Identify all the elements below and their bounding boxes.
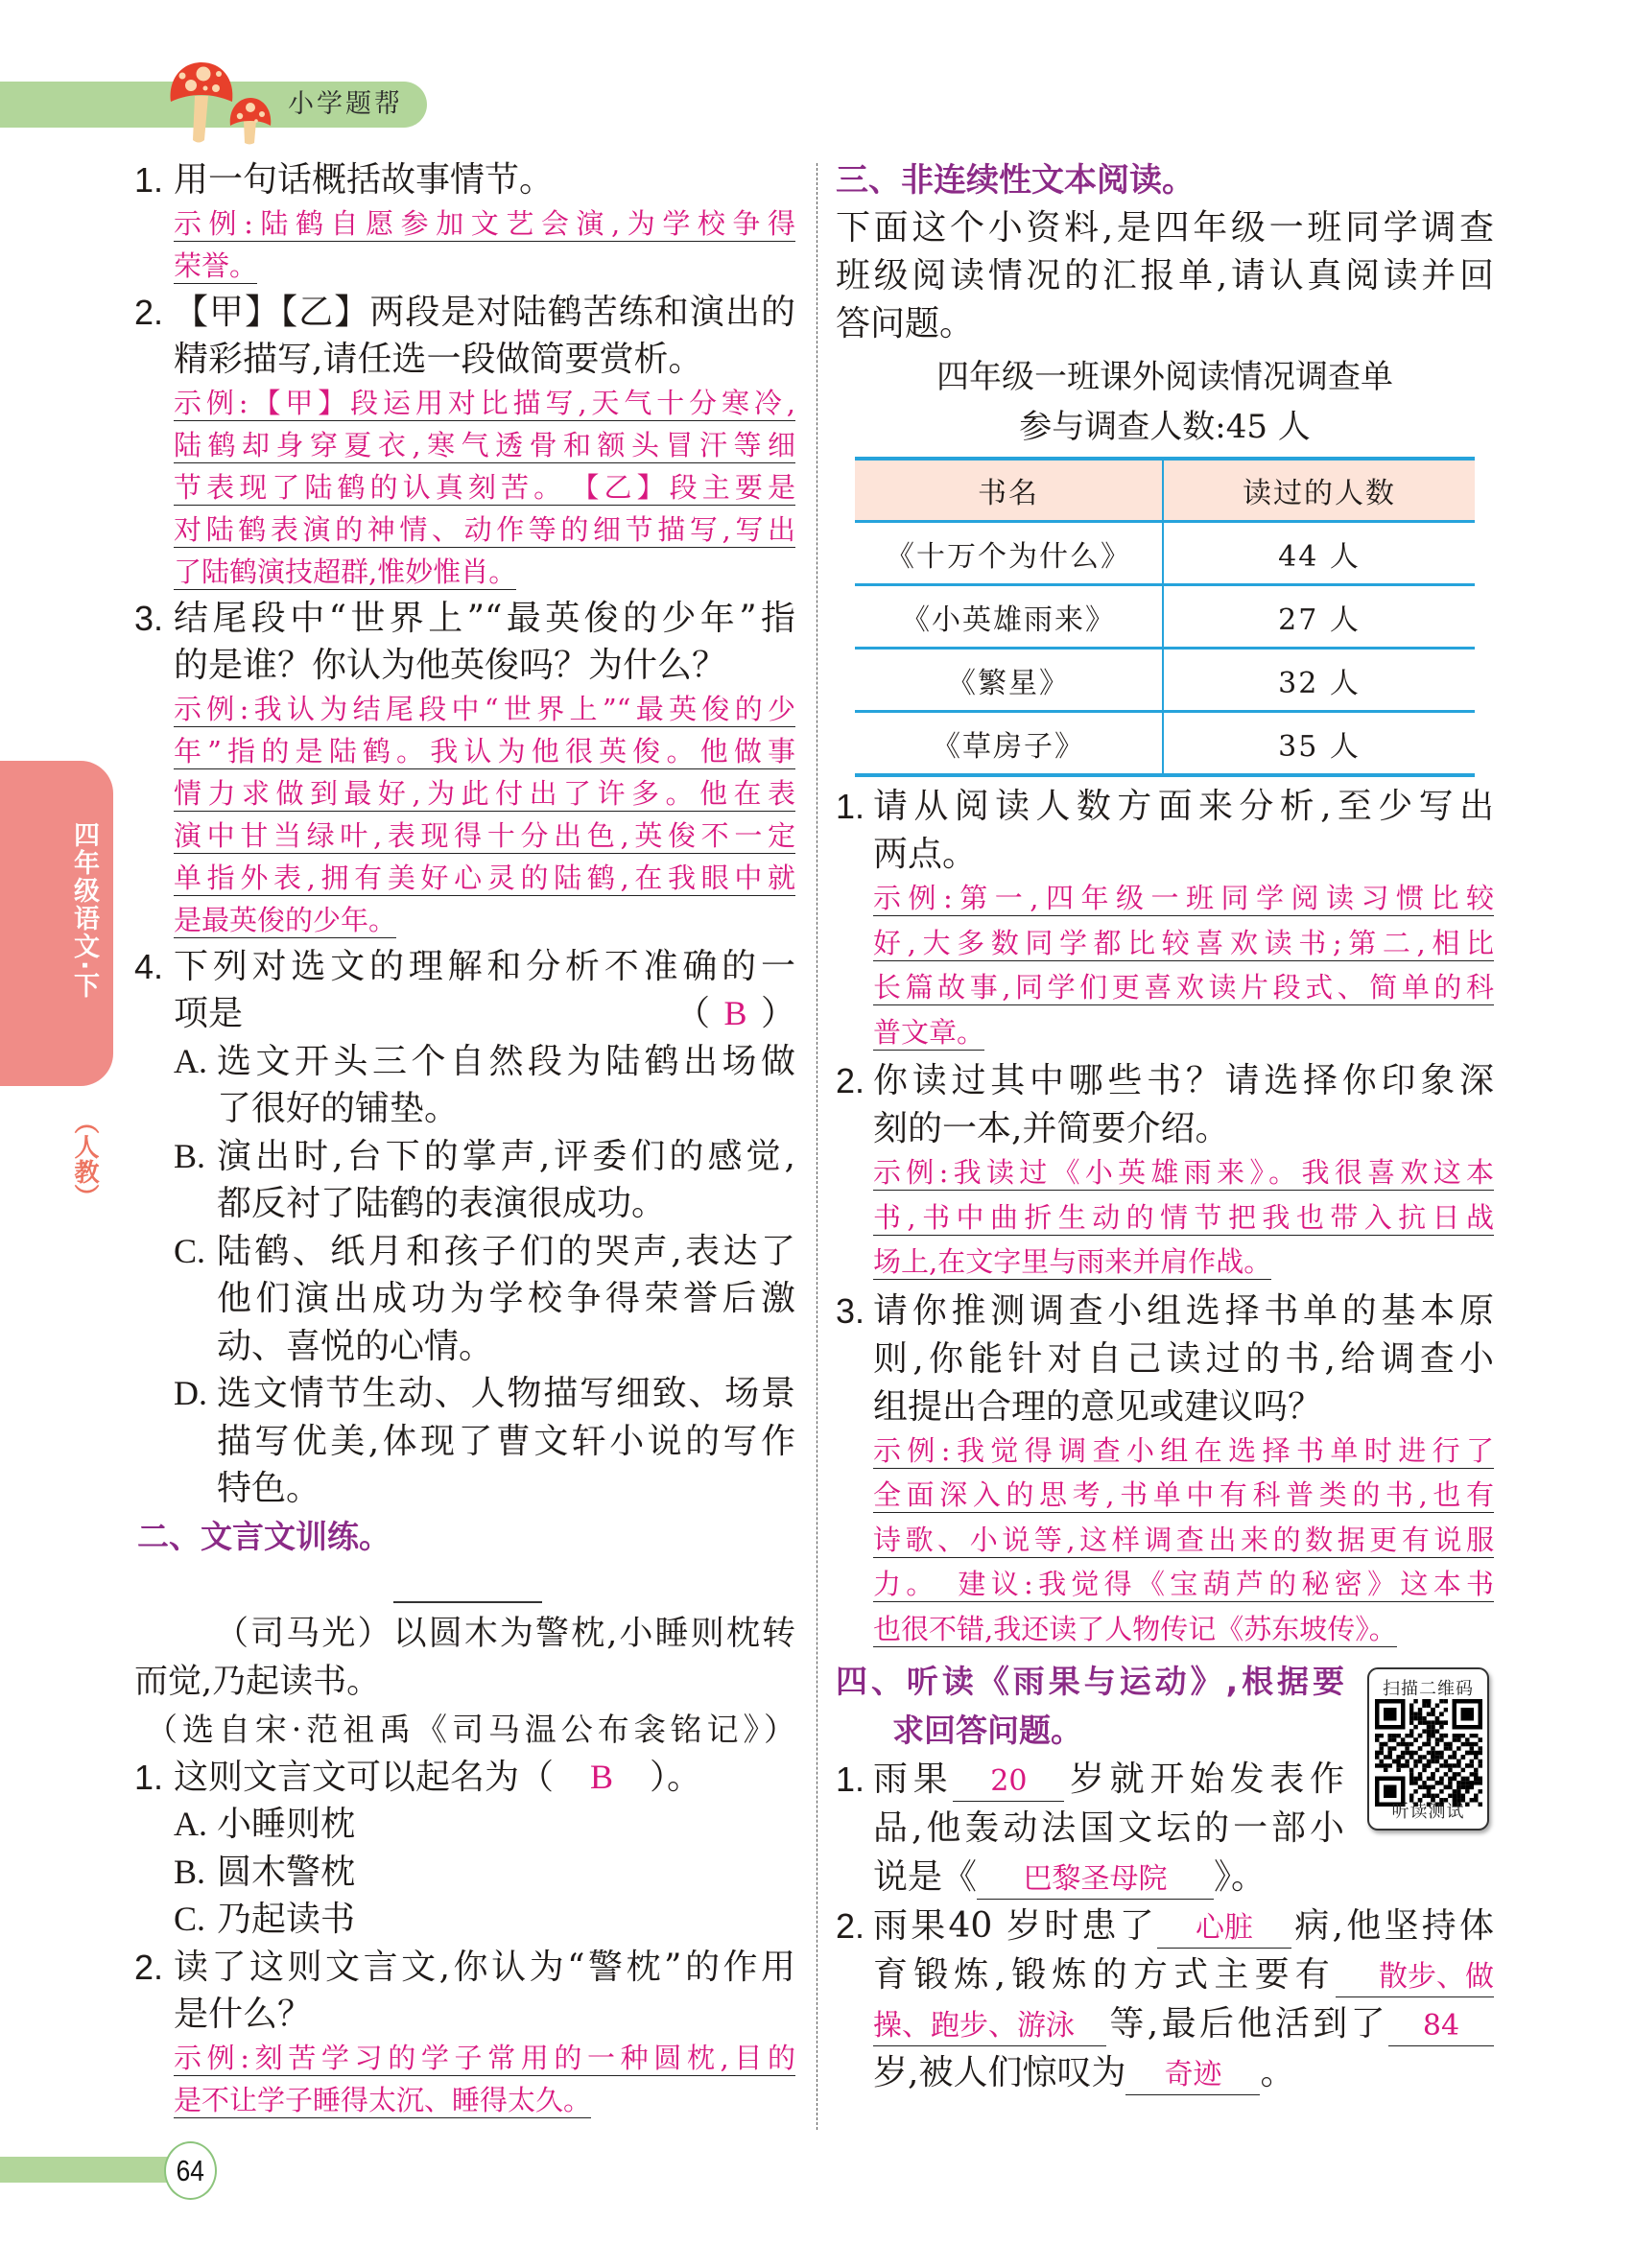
answer-line <box>134 204 795 247</box>
classical-question-2 <box>134 1944 795 1992</box>
intro-line: 下面这个小资料,是四年级一班同学调查 <box>836 208 1494 248</box>
section-heading-2: 二、文言文训练。 <box>137 1517 391 1555</box>
answer-line <box>836 924 1494 969</box>
answer-line <box>836 1013 1494 1058</box>
fill-blank: 20 <box>953 1762 1064 1802</box>
footer-bar <box>0 2157 173 2183</box>
option-a <box>134 1801 795 1849</box>
answer-text: 力。 建议:我觉得《宝葫芦的秘密》这本书 <box>873 1565 1494 1602</box>
table-row <box>855 583 1475 647</box>
table-row <box>855 647 1475 710</box>
option-b <box>134 1849 795 1897</box>
question-text: 这则文言文可以起名为（ <box>174 1757 555 1797</box>
question-text: 岁,被人们惊叹为 <box>873 2053 1126 2092</box>
question-number: 1. <box>836 787 865 826</box>
fill-blank: 心脏 <box>1157 1909 1291 1949</box>
table-header-cell: 书名 <box>855 461 1164 520</box>
question-text: 读了这则文言文,你认为“警枕”的作用 <box>174 1947 795 1987</box>
question-text: 你读过其中哪些书？请选择你印象深 <box>873 1061 1494 1100</box>
answer-line <box>836 1521 1494 1566</box>
answer-line <box>134 816 795 859</box>
intro-line: 班级阅读情况的汇报单,请认真阅读并回 <box>836 256 1494 295</box>
survey-question-3 <box>836 1288 1494 1335</box>
option-text: 了很好的铺垫。 <box>217 1089 460 1128</box>
table-cell-count: 35 人 <box>1278 729 1361 764</box>
option-label: A. <box>174 1041 207 1080</box>
question-text: 等,最后他活到了 <box>1106 2004 1388 2044</box>
answer-line <box>134 468 795 510</box>
answer-line <box>134 510 795 553</box>
answer-line <box>134 2081 795 2123</box>
question-line <box>134 336 795 384</box>
survey-question-2 <box>836 1057 1494 1105</box>
option-line <box>134 1323 795 1371</box>
page-number: 64 <box>176 2153 205 2187</box>
answer-text: 示例:第一,四年级一班同学阅读习惯比较 <box>873 879 1494 916</box>
option-text: 乃起读书 <box>217 1900 356 1939</box>
answer-line <box>836 1476 1494 1521</box>
answer-text: 示例:刻苦学习的学子常用的一种圆枕,目的 <box>174 2039 795 2076</box>
question-text: 的是谁？你认为他英俊吗？为什么？ <box>174 646 727 685</box>
question-number: 1. <box>134 1757 164 1797</box>
option-text: 他们演出成功为学校争得荣誉后激 <box>217 1279 795 1318</box>
answer-text: 节表现了陆鹤的认真刻苦。 【乙】段主要是 <box>174 468 795 506</box>
answer-line <box>134 732 795 774</box>
question-line <box>836 1950 1494 1999</box>
option-label: D. <box>174 1374 207 1412</box>
question-text: 组提出合理的意见或建议吗？ <box>873 1386 1323 1427</box>
option-text: 特色。 <box>217 1469 321 1508</box>
question-line <box>836 1999 1494 2048</box>
answer-text: 书,书中曲折生动的情节把我也带入抗日战 <box>873 1198 1494 1236</box>
question-text: 品,他轰动法国文坛的一部小 <box>873 1808 1344 1848</box>
answer-line <box>134 901 795 943</box>
passage-source: （选自宋·范祖禹《司马温公布衾铭记》） <box>146 1711 795 1748</box>
answer-line <box>134 384 795 426</box>
title-blank-line <box>393 1601 542 1603</box>
intro-line: 答问题。 <box>836 304 975 343</box>
question-number: 2. <box>134 1947 164 1987</box>
answer-text: 示例:【甲】段运用对比描写,天气十分寒冷, <box>174 384 795 421</box>
answer-line <box>134 2039 795 2081</box>
classical-question-1 <box>134 1754 795 1802</box>
listening-question-1 <box>836 1755 1344 1804</box>
passage-line: 而觉,乃起读书。 <box>134 1662 381 1701</box>
option-text: 选文情节生动、人物描写细致、场景 <box>217 1374 795 1413</box>
grade-label: 四年级语文·下 <box>69 821 99 1001</box>
question-text: 病,他坚持体 <box>1291 1906 1494 1946</box>
question-line <box>836 831 1494 879</box>
answer-text: 是最英俊的少年。 <box>174 901 396 938</box>
question-text: 刻的一本,并简要介绍。 <box>873 1109 1230 1148</box>
question-number: 1. <box>836 1760 865 1799</box>
question-text: 岁就开始发表作 <box>1064 1760 1344 1799</box>
question-text: 育锻炼,锻炼的方式主要有 <box>873 1955 1336 1995</box>
answer-line <box>836 1610 1494 1655</box>
qr-top-label: 扫描二维码 <box>1383 1679 1474 1699</box>
question-line <box>134 1991 795 2039</box>
question-line <box>836 1853 1494 1902</box>
question-line <box>134 990 795 1038</box>
answer-line <box>836 879 1494 924</box>
option-label: C. <box>174 1900 206 1938</box>
table-row <box>855 520 1475 583</box>
choice-answer: B <box>590 1757 614 1796</box>
option-c <box>134 1228 795 1276</box>
answer-text: 普文章。 <box>873 1013 984 1051</box>
question-1 <box>134 156 795 204</box>
left-column <box>134 156 795 2123</box>
option-a <box>134 1038 795 1086</box>
question-3 <box>134 595 795 643</box>
question-text: 精彩描写,请任选一段做简要赏析。 <box>174 340 703 379</box>
answer-text: 示例:我读过《小英雄雨来》。我很喜欢这本 <box>873 1153 1494 1191</box>
answer-text: 示例:我觉得调查小组在选择书单时进行了 <box>873 1431 1494 1469</box>
question-text: 用一句话概括故事情节。 <box>174 160 555 200</box>
fill-blank: 操、跑步、游泳 <box>873 2007 1106 2046</box>
option-b <box>134 1133 795 1181</box>
table-cell-book: 《草房子》 <box>855 713 1164 773</box>
section-heading-4-line: 求回答问题。 <box>892 1712 1082 1749</box>
question-text: 两点。 <box>873 835 978 874</box>
question-2 <box>134 289 795 337</box>
question-line <box>836 1105 1494 1153</box>
answer-line <box>836 1153 1494 1198</box>
answer-line <box>134 774 795 816</box>
question-text: 请你推测调查小组选择书单的基本原 <box>873 1290 1494 1331</box>
answer-text: 对陆鹤表演的神情、动作等的细节描写,写出 <box>174 510 795 548</box>
question-line <box>836 1383 1494 1431</box>
option-text: 演出时,台下的掌声,评委们的感觉, <box>217 1136 795 1176</box>
answer-text: 单指外表,拥有美好心灵的陆鹤,在我眼中就 <box>174 859 795 896</box>
question-number: 4. <box>134 946 164 986</box>
fill-blank: 奇迹 <box>1125 2056 1260 2095</box>
bracket-open: （ <box>675 994 711 1033</box>
answer-line <box>836 1565 1494 1610</box>
answer-text: 好,大多数同学都比较喜欢读书;第二,相比 <box>873 924 1494 961</box>
option-line <box>134 1085 795 1133</box>
fill-blank: 84 <box>1388 2007 1494 2046</box>
answer-text: 荣誉。 <box>174 247 257 284</box>
question-number: 3. <box>836 1290 865 1331</box>
table-cell-count: 27 人 <box>1278 602 1361 637</box>
answer-text: 陆鹤却身穿夏衣,寒气透骨和额头冒汗等细 <box>174 426 795 463</box>
question-number: 3. <box>134 598 164 638</box>
page-number-badge <box>164 2141 217 2200</box>
answer-line <box>836 1242 1494 1288</box>
section-heading-3: 三、非连续性文本阅读。 <box>836 161 1195 200</box>
question-text: ）。 <box>650 1757 702 1797</box>
question-text: 》。 <box>1214 1857 1267 1897</box>
question-text: 雨果40 岁时患了 <box>873 1906 1158 1946</box>
option-label: A. <box>174 1805 207 1843</box>
question-text: 结尾段中“世界上”“最英俊的少年”指 <box>174 598 795 638</box>
question-text: 下列对选文的理解和分析不准确的一 <box>174 946 795 986</box>
option-c <box>134 1896 795 1944</box>
qr-code-icon <box>1375 1699 1482 1807</box>
answer-text: 示例:我认为结尾段中“世界上”“最英俊的少 <box>174 690 795 727</box>
question-text: 是什么？ <box>174 1995 313 2034</box>
answer-text: 诗歌、小说等,这样调查出来的数据更有说服 <box>873 1521 1494 1558</box>
answer-line <box>836 1198 1494 1243</box>
option-text: 描写优美,体现了曹文轩小说的写作 <box>217 1421 795 1461</box>
question-line <box>836 1335 1494 1383</box>
qr-bottom-label: 听读测试 <box>1391 1802 1465 1822</box>
answer-text: 也很不错,我还读了人物传记《苏东坡传》。 <box>873 1610 1397 1647</box>
option-text: 小睡则枕 <box>217 1805 356 1844</box>
question-text: 说是《 <box>873 1857 978 1897</box>
listening-question-2 <box>836 1902 1494 1950</box>
option-text: 选文开头三个自然段为陆鹤出场做 <box>217 1041 795 1081</box>
section-heading-4: 四、听读《雨果与运动》,根据要 <box>836 1663 1344 1700</box>
answer-text: 是不让学子睡得太沉、睡得太久。 <box>174 2081 591 2118</box>
table-header-cell: 读过的人数 <box>1243 477 1396 510</box>
question-text: 。 <box>1260 2053 1295 2092</box>
answer-text: 示例:陆鹤自愿参加文艺会演,为学校争得 <box>174 204 795 242</box>
question-text: 项是 <box>174 994 244 1033</box>
option-text: 圆木警枕 <box>217 1852 356 1892</box>
table-cell-book: 《十万个为什么》 <box>855 523 1164 583</box>
question-text: 雨果 <box>873 1760 954 1799</box>
table-title: 四年级一班课外阅读情况调查单 <box>936 358 1393 396</box>
option-text: 动、喜悦的心情。 <box>217 1326 494 1366</box>
answer-line <box>134 247 795 289</box>
reading-survey-table <box>855 457 1475 777</box>
answer-line <box>134 426 795 468</box>
question-line <box>134 642 795 690</box>
mushroom-icon <box>163 58 278 149</box>
survey-question-1 <box>836 783 1494 831</box>
fill-blank: 散步、做 <box>1336 1958 1494 1997</box>
option-label: C. <box>174 1231 206 1270</box>
question-number: 2. <box>836 1061 865 1100</box>
bracket-close: ） <box>760 994 795 1033</box>
table-cell-count: 32 人 <box>1278 666 1361 700</box>
answer-line <box>134 859 795 901</box>
question-line <box>836 1804 1344 1853</box>
answer-text: 场上,在文字里与雨来并肩作战。 <box>873 1242 1271 1280</box>
answer-text: 长篇故事,同学们更喜欢读片段式、简单的科 <box>873 968 1494 1005</box>
option-line <box>134 1418 795 1466</box>
option-line <box>134 1275 795 1323</box>
question-number: 2. <box>836 1906 865 1946</box>
edition-label: （人教） <box>70 1109 99 1209</box>
table-header-row <box>855 461 1475 520</box>
answer-line <box>836 1431 1494 1477</box>
qr-code-card <box>1367 1667 1489 1831</box>
table-subtitle: 参与调查人数:45 人 <box>1019 408 1311 446</box>
option-text: 陆鹤、纸月和孩子们的哭声,表达了 <box>217 1231 795 1271</box>
answer-line <box>836 968 1494 1013</box>
answer-bracket <box>675 990 795 1038</box>
answer-text: 了陆鹤演技超群,惟妙惟肖。 <box>174 553 516 590</box>
question-text: 则,你能针对自己读过的书,给调查小 <box>873 1338 1494 1379</box>
passage-line: （司马光）以圆木为警枕,小睡则枕转 <box>215 1615 795 1653</box>
question-text: 【甲】【乙】两段是对陆鹤苦练和演出的 <box>174 292 795 332</box>
question-number: 1. <box>134 160 164 200</box>
question-text: 请从阅读人数方面来分析,至少写出 <box>873 787 1494 826</box>
table-cell-count: 44 人 <box>1278 539 1361 574</box>
option-line <box>134 1180 795 1228</box>
answer-line <box>134 690 795 732</box>
question-4 <box>134 943 795 991</box>
option-label: B. <box>174 1136 206 1175</box>
answer-text: 情力求做到最好,为此付出了许多。他在表 <box>174 774 795 812</box>
title-blank <box>134 1560 795 1611</box>
option-label: B. <box>174 1852 206 1891</box>
answer-text: 全面深入的思考,书单中有科普类的书,也有 <box>873 1476 1494 1513</box>
table-cell-book: 《小英雄雨来》 <box>855 586 1164 647</box>
table-row <box>855 710 1475 773</box>
answer-text: 演中甘当绿叶,表现得十分出色,英俊不一定 <box>174 816 795 854</box>
question-line <box>836 2048 1494 2097</box>
option-d <box>134 1370 795 1418</box>
option-line <box>134 1465 795 1513</box>
brand-title: 小学题帮 <box>288 89 403 119</box>
table-cell-book: 《繁星》 <box>855 650 1164 710</box>
question-number: 2. <box>134 292 164 332</box>
fill-blank: 巴黎圣母院 <box>977 1860 1214 1900</box>
answer-text: 年”指的是陆鹤。我认为他很英俊。他做事 <box>174 732 795 769</box>
option-text: 都反衬了陆鹤的表演很成功。 <box>217 1184 667 1223</box>
answer-line <box>134 553 795 595</box>
choice-answer: B <box>723 994 747 1032</box>
